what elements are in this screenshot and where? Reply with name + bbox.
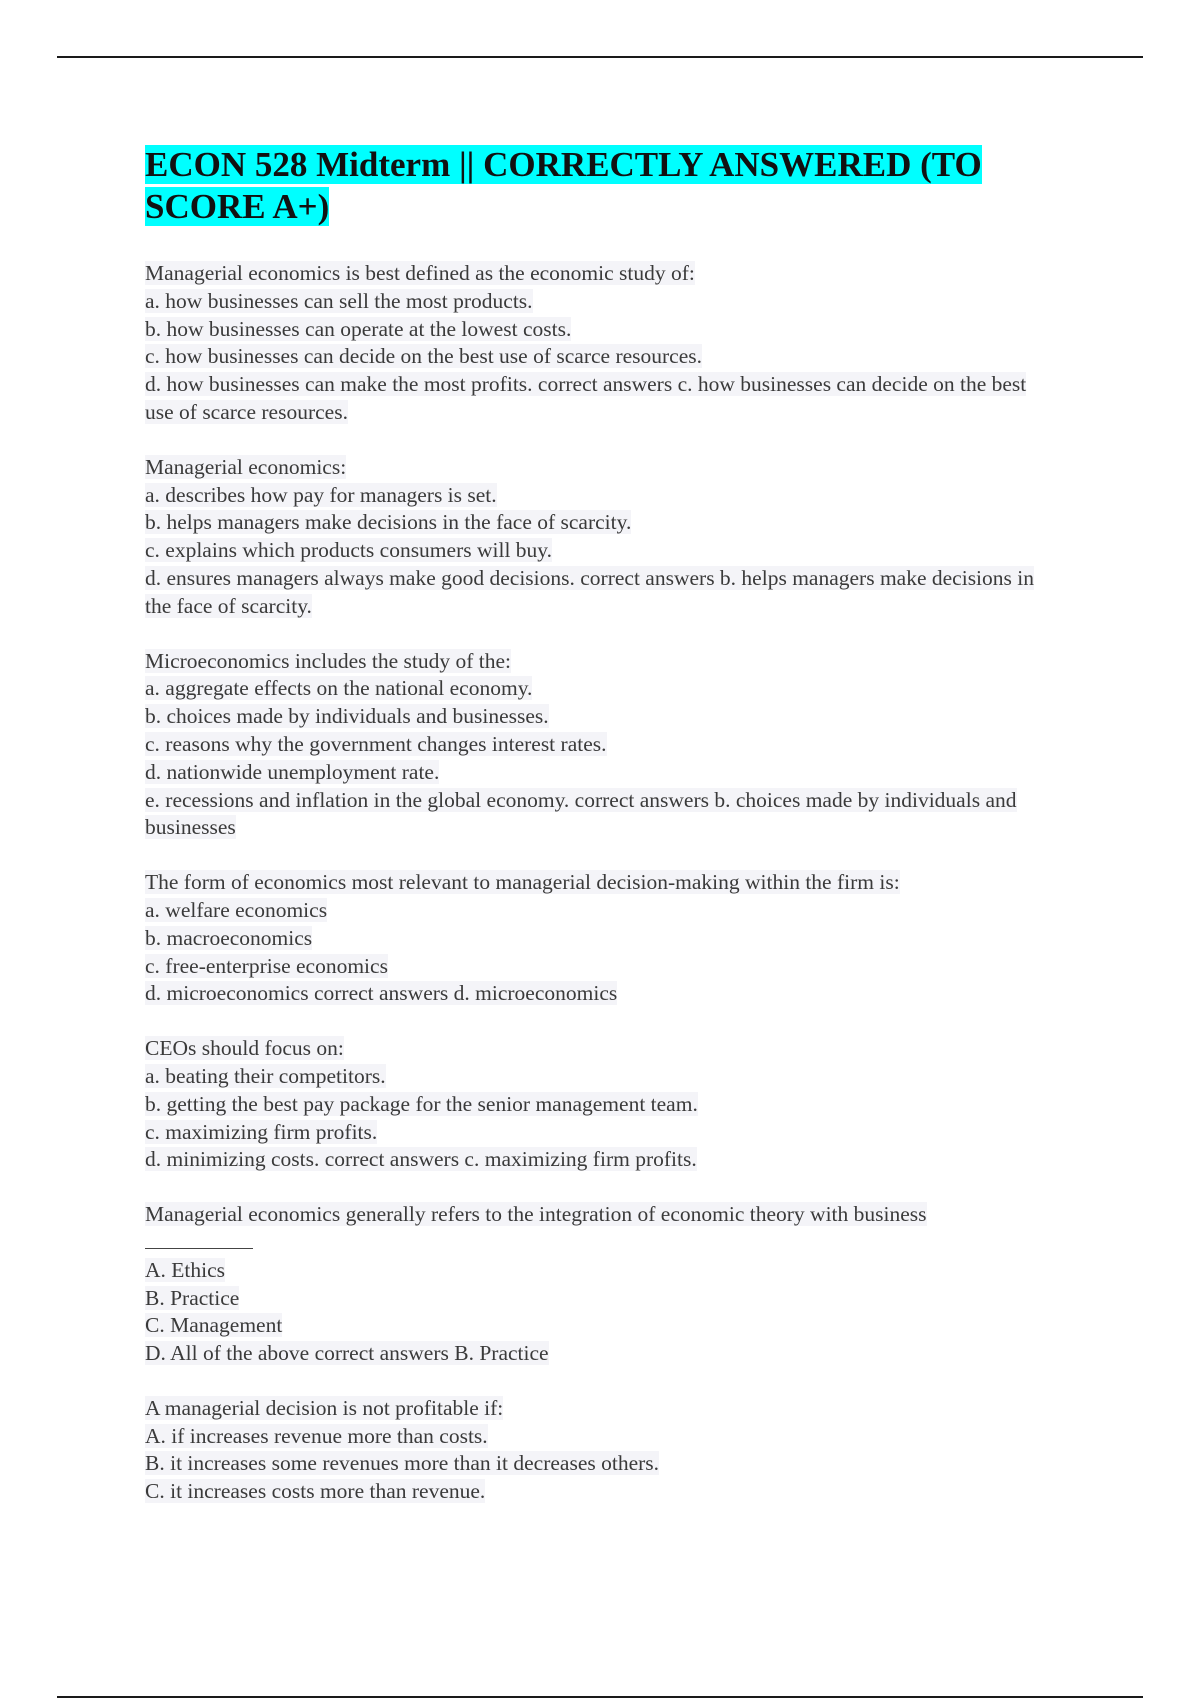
blank-underline — [145, 1234, 253, 1249]
answer-option: a. welfare economics — [145, 897, 328, 922]
question-block — [145, 260, 1045, 427]
answer-option: B. Practice — [145, 1285, 240, 1310]
answer-option: c. how businesses can decide on the best use of scarce resources. — [145, 344, 703, 369]
answer-option: b. macroeconomics — [145, 925, 313, 950]
bottom-rule — [57, 1696, 1143, 1698]
answer-option: b. choices made by individuals and businesses. — [145, 704, 549, 729]
answer-option: A. Ethics — [145, 1257, 226, 1282]
question-text: Managerial economics: — [145, 454, 347, 479]
answer-option-with-correct-answer: d. how businesses can make the most profits. correct answers c. how businesses can decide on the best use of scarce resources. — [145, 372, 1027, 424]
answer-option: b. getting the best pay package for the senior management team. — [145, 1091, 698, 1116]
answer-option: a. beating their competitors. — [145, 1063, 386, 1088]
document-body — [145, 144, 1045, 1533]
question-text: Microeconomics includes the study of the: — [145, 648, 512, 673]
answer-option-with-correct-answer: e. recessions and inflation in the global economy. correct answers b. choices made by individuals and businesses — [145, 787, 1017, 840]
answer-option: b. how businesses can operate at the lowest costs. — [145, 316, 572, 341]
question-block — [145, 1201, 1045, 1368]
question-block — [145, 1395, 1045, 1506]
answer-option: c. maximizing firm profits. — [145, 1119, 378, 1144]
question-block — [145, 869, 1045, 1008]
question-text: CEOs should focus on: — [145, 1036, 344, 1061]
answer-option: c. free-enterprise economics — [145, 953, 388, 978]
answer-option-with-correct-answer: d. minimizing costs. correct answers c. maximizing firm profits. — [145, 1147, 697, 1172]
answer-option: B. it increases some revenues more than it decreases others. — [145, 1451, 660, 1476]
question-text: The form of economics most relevant to managerial decision-making within the firm is: — [145, 870, 900, 895]
answer-option-with-correct-answer: d. ensures managers always make good decisions. correct answers b. helps managers make decisions in the face of scarcity. — [145, 565, 1034, 618]
answer-option: A. if increases revenue more than costs. — [145, 1423, 488, 1448]
answer-option: a. describes how pay for managers is set. — [145, 482, 497, 507]
answer-option: C. Management — [145, 1313, 283, 1338]
answer-option: c. explains which products consumers will buy. — [145, 538, 553, 563]
document-title: ECON 528 Midterm || CORRECTLY ANSWERED (TO SCORE A+) — [145, 145, 982, 226]
answer-option: a. aggregate effects on the national economy. — [145, 676, 533, 701]
answer-option-with-correct-answer: D. All of the above correct answers B. Practice — [145, 1341, 549, 1366]
question-block — [145, 648, 1045, 843]
question-block — [145, 1035, 1045, 1174]
fill-in-blank-line — [145, 1229, 1045, 1257]
top-rule — [57, 56, 1143, 58]
answer-option: C. it increases costs more than revenue. — [145, 1479, 486, 1504]
question-text: Managerial economics generally refers to the integration of economic theory with business — [145, 1202, 927, 1227]
answer-option: b. helps managers make decisions in the face of scarcity. — [145, 510, 632, 535]
question-block — [145, 454, 1045, 621]
question-text: A managerial decision is not profitable if: — [145, 1395, 504, 1420]
answer-option: c. reasons why the government changes interest rates. — [145, 731, 607, 756]
answer-option: d. nationwide unemployment rate. — [145, 759, 440, 784]
answer-option: a. how businesses can sell the most products. — [145, 288, 533, 313]
question-text: Managerial economics is best defined as the economic study of: — [145, 261, 695, 285]
answer-option-with-correct-answer: d. microeconomics correct answers d. microeconomics — [145, 981, 618, 1006]
